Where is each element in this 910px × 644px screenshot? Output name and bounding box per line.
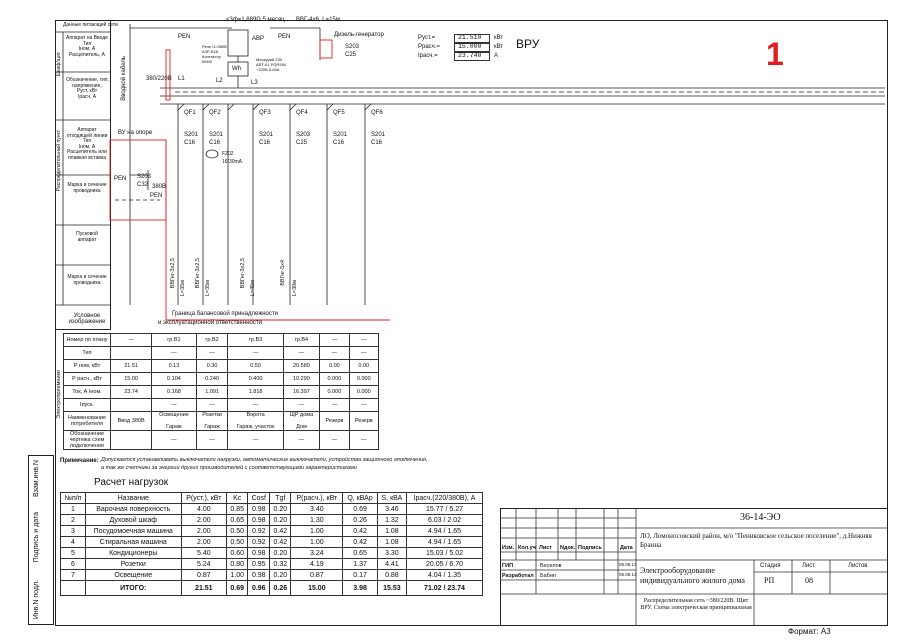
voltage-label: 380/220В — [146, 76, 172, 82]
stamp-col-koluch: Кол.уч — [518, 545, 536, 551]
table-row — [61, 559, 483, 570]
table-row — [61, 537, 483, 548]
feeder-qf4-length: L=30м — [292, 280, 298, 297]
feeder-qf1-id: QF1 — [184, 110, 196, 116]
calc-header: P(уст.), кВт — [181, 493, 227, 504]
left-label-5: Пусковой аппарат — [76, 231, 98, 243]
params-cell: 1.818 — [228, 386, 283, 399]
feeder-qf3-type: S201 — [259, 132, 274, 138]
gen-breaker-rating: C25 — [345, 52, 357, 58]
params-cell: — — [349, 334, 378, 347]
calc-cell: 5.40 — [181, 548, 227, 559]
params-cell: 0.000 — [320, 386, 349, 399]
stamp-name-1: Бабин — [540, 573, 556, 579]
calc-cell: 4.94 / 1.65 — [406, 537, 482, 548]
left-group-shkaf: Шкаф/щит — [56, 52, 62, 77]
feeder-qf1-cable: ВВГнг-3х2,5 — [170, 258, 176, 289]
calc-cell: 0.50 — [227, 526, 248, 537]
feeder-qf6-id: QF6 — [371, 110, 383, 116]
param-value-0: 21.510 — [454, 34, 490, 43]
table-row — [61, 526, 483, 537]
pole-breaker-rating: C32 — [137, 182, 149, 188]
calc-total-cell: 0.96 — [248, 581, 270, 596]
param-unit-2: А — [494, 53, 499, 59]
phase-l3: L3 — [251, 80, 258, 86]
params-cell: — — [283, 399, 320, 412]
note-prefix: Примечание: — [60, 458, 99, 464]
stamp-stage-label: Стадия — [760, 563, 781, 569]
params-cell: Резерв — [320, 412, 349, 431]
params-cell: 21.51 — [111, 360, 152, 373]
params-row-label: Тип — [64, 347, 111, 360]
note-line1: Допускается устанавливать выключатели нагрузки, автоматические выключатели, устройства защитного отключения, — [101, 457, 428, 463]
boundary-line2: и эксплуатационной ответственности — [158, 320, 262, 326]
params-cell: 0.30 — [196, 360, 228, 373]
side-stamp-1: Подпись и дата — [33, 512, 40, 563]
stamp-location: ЛО, Ломоносовский район, м/о "Пениковское сельское поселение", д.Нижняя Бранна — [640, 532, 872, 550]
feeder-qf3-length: L=45м — [250, 280, 256, 297]
calc-cell: 4.94 / 1.65 — [406, 526, 482, 537]
stamp-code: 36-14-ЭО — [740, 512, 781, 523]
params-cell — [111, 347, 152, 360]
gen-breaker-type: S203 — [345, 44, 360, 50]
meter-note-0: Меркурий 230 — [256, 57, 283, 62]
calc-cell: 0.42 — [270, 526, 291, 537]
params-cell: 15.00 — [111, 373, 152, 386]
boundary-line1: Граница балансовой принадлежности — [172, 311, 278, 317]
params-cell: 16.397 — [283, 386, 320, 399]
stamp-role-0: ГИП — [502, 563, 514, 569]
feeder-qf4-id: QF4 — [296, 110, 308, 116]
params-cell: — — [349, 399, 378, 412]
sheet-format: Формат: А3 — [788, 627, 831, 636]
params-cell: — — [111, 334, 152, 347]
calc-cell: Посудомоечная машина — [86, 526, 182, 537]
side-stamp-2: Инв.N подл. — [33, 580, 40, 620]
params-row — [64, 347, 379, 360]
feeder-qf4-cable: ВВГнг-5х4 — [280, 260, 286, 286]
params-row — [64, 373, 379, 386]
calc-total-cell: ИТОГО: — [86, 581, 182, 596]
feeder-qf1-rating: C16 — [184, 140, 196, 146]
feeder-qf4-type: S203 — [296, 132, 311, 138]
avr-label: АВР — [252, 36, 265, 42]
pen-label-2: PEN — [278, 34, 291, 40]
feeder-qf6-type: S201 — [371, 132, 386, 138]
feeder-qf2-id: QF2 — [209, 110, 221, 116]
load-calc-table — [60, 492, 483, 596]
feeder-qf2-rcd-rating: 16/30mA — [222, 159, 243, 165]
note-line2: а так же счетчики за энергии других производителей с соответствующими характеристиками — [101, 465, 357, 471]
calc-total-cell: 0.26 — [270, 581, 291, 596]
params-row-label: Iпуск. — [64, 399, 111, 412]
params-row — [64, 399, 379, 412]
calc-cell: 0.98 — [248, 548, 270, 559]
calc-cell: 1.32 — [377, 515, 406, 526]
stamp-col-izm: Изм. — [502, 545, 515, 551]
params-cell: — — [196, 399, 228, 412]
calc-total-cell: 0.69 — [227, 581, 248, 596]
table-row — [61, 504, 483, 515]
calc-cell: 15.03 / 5.02 — [406, 548, 482, 559]
calc-cell: 3 — [61, 526, 86, 537]
params-cell: — — [196, 347, 228, 360]
stamp-date-1: 05.08.14 — [619, 572, 637, 577]
table-row — [61, 515, 483, 526]
stamp-stage: РП — [764, 576, 775, 585]
calc-cell: 3.40 — [291, 504, 343, 515]
calc-cell: 0.17 — [343, 570, 378, 581]
relay-note-0: Реле U=380В — [202, 44, 227, 49]
stamp-col-podpis: Подпись — [578, 545, 602, 551]
params-cell: — — [152, 431, 196, 450]
params-cell: 0.104 — [152, 373, 196, 386]
stamp-date-0: 05.08.14 — [619, 562, 637, 567]
calc-cell: 0.80 — [227, 559, 248, 570]
params-row-label: P ном, кВт — [64, 360, 111, 373]
calc-cell: 1.00 — [227, 570, 248, 581]
calc-cell: 0.42 — [343, 537, 378, 548]
calc-cell: 1.08 — [377, 537, 406, 548]
calc-cell: 0.65 — [227, 515, 248, 526]
params-side-label: Электроприемники — [56, 370, 62, 419]
params-cell: 0.13 — [152, 360, 196, 373]
pole-label: ВУ на опоре — [118, 130, 153, 136]
params-cell: — — [283, 347, 320, 360]
params-cell: 0.00 — [349, 360, 378, 373]
calc-cell: 0.50 — [227, 537, 248, 548]
calc-total-cell: 3.98 — [343, 581, 378, 596]
params-cell: — — [283, 431, 320, 450]
params-cell: Освещение Гараж — [152, 412, 196, 431]
params-cell: — — [320, 399, 349, 412]
stamp-col-list: Лист — [539, 545, 552, 551]
calc-header: Cosf — [248, 493, 270, 504]
pole-breaker-type: S203 — [137, 174, 152, 180]
feeder-qf1-length: L=35м — [180, 280, 186, 297]
calc-cell: 7 — [61, 570, 86, 581]
calc-cell: 0.85 — [227, 504, 248, 515]
param-value-1: 15.000 — [454, 43, 490, 52]
generator-label: Дизель-генератор — [334, 32, 384, 38]
calc-cell: 0.42 — [343, 526, 378, 537]
calc-cell: 1.37 — [343, 559, 378, 570]
calc-header: Tgf — [270, 493, 291, 504]
calc-cell: 0.95 — [248, 559, 270, 570]
params-cell: 0.00 — [320, 360, 349, 373]
params-cell: — — [228, 431, 283, 450]
params-cell: ЩР дома Дом — [283, 412, 320, 431]
stamp-sheet-label: Лист — [802, 563, 816, 569]
calc-cell: 0.98 — [248, 504, 270, 515]
calc-total-cell — [61, 581, 86, 596]
calc-header: P(расч.), кВт — [291, 493, 343, 504]
params-cell: 0.000 — [349, 373, 378, 386]
calc-cell: 1.00 — [291, 526, 343, 537]
stamp-col-ndok: Nдок. — [560, 545, 576, 551]
stamp-sheet-title: Распределительная сеть ~380/220В. Щит ВРУ. Схема электрическая принципиальная — [640, 598, 752, 611]
stamp-sheet: 08 — [805, 576, 813, 585]
sheet-number-mark: 1 — [766, 36, 784, 72]
feeder-qf4-rating: C25 — [296, 140, 308, 146]
calc-cell: Кондиционеры — [86, 548, 182, 559]
params-row — [64, 360, 379, 373]
calc-cell: 4.41 — [377, 559, 406, 570]
phase-l1: L1 — [178, 76, 185, 82]
feeder-qf2-type: S201 — [209, 132, 224, 138]
vru-label: ВРУ — [516, 37, 540, 51]
calc-cell: 15.77 / 5.27 — [406, 504, 482, 515]
calc-cell: 0.92 — [248, 537, 270, 548]
params-cell: 0.168 — [152, 386, 196, 399]
params-cell: гр.В3 — [228, 334, 283, 347]
params-row-label: Наименование потребителя — [64, 412, 111, 431]
left-label-3: Аппарат отходящей линии Тип Iном, А Расцепитель или плавкая вставка — [66, 127, 108, 161]
calc-cell: 0.60 — [227, 548, 248, 559]
calc-cell: 0.65 — [343, 548, 378, 559]
calc-cell: 3.46 — [377, 504, 406, 515]
params-cell: гр.В1 — [152, 334, 196, 347]
params-cell: Розетки Гараж — [196, 412, 228, 431]
calc-cell: 2 — [61, 515, 86, 526]
feeder-qf1-type: S201 — [184, 132, 199, 138]
param-label-0: Pуст.= — [418, 35, 436, 41]
feeder-qf3-rating: C16 — [259, 140, 271, 146]
calc-cell: 0.20 — [270, 570, 291, 581]
relay-note-2: Контактор — [202, 54, 221, 59]
calc-cell: 5 — [61, 548, 86, 559]
params-cell: — — [196, 431, 228, 450]
calc-header: №п/п — [61, 493, 86, 504]
left-label-1: Аппарат на Вводе Тип Iном, А Расцепитель, А — [66, 35, 108, 58]
calc-cell: Духовой шкаф — [86, 515, 182, 526]
params-cell: 0.000 — [349, 386, 378, 399]
feeder-qf2-rating: C16 — [209, 140, 221, 146]
calc-header: Q, кВАр — [343, 493, 378, 504]
calc-cell: 0.42 — [270, 537, 291, 548]
meter-symbol: Wh — [232, 66, 241, 72]
feeder-qf2-cable: ВВГнг-3х2,5 — [195, 258, 201, 289]
params-cell: 20.580 — [283, 360, 320, 373]
calc-cell: 1.00 — [291, 537, 343, 548]
calc-total-cell: 15.00 — [291, 581, 343, 596]
params-row-label: Ток, А Iном. — [64, 386, 111, 399]
params-cell: — — [228, 347, 283, 360]
params-cell: — — [349, 431, 378, 450]
calc-cell: 1 — [61, 504, 86, 515]
table-row — [61, 570, 483, 581]
calc-cell: 0.32 — [270, 559, 291, 570]
feeder-qf5-rating: C16 — [333, 140, 345, 146]
feeder-qf6-rating: C16 — [371, 140, 383, 146]
calc-cell: 0.87 — [181, 570, 227, 581]
calc-cell: 0.20 — [270, 548, 291, 559]
calc-cell: 0.98 — [248, 515, 270, 526]
pole-pen2: PEN — [150, 193, 163, 199]
calc-cell: 0.87 — [291, 570, 343, 581]
calc-title: Расчет нагрузок — [94, 477, 169, 488]
calc-cell: 20.05 / 6.70 — [406, 559, 482, 570]
calc-cell: 1.08 — [377, 526, 406, 537]
calc-cell: 4.04 / 1.35 — [406, 570, 482, 581]
param-unit-1: кВт — [494, 44, 504, 50]
meter-note-2: ~220В 5-60А — [256, 67, 280, 72]
params-cell: — — [320, 431, 349, 450]
feeder-qf5-id: QF5 — [333, 110, 345, 116]
side-stamp — [28, 455, 54, 625]
param-label-2: Iрасч.= — [418, 53, 438, 59]
params-row-label: P расч., кВт — [64, 373, 111, 386]
left-label-6: Марка и сечение проводника — [67, 274, 107, 286]
params-cell — [111, 399, 152, 412]
calc-cell: Розетки — [86, 559, 182, 570]
params-table — [63, 333, 379, 450]
calc-cell: 3.24 — [291, 548, 343, 559]
params-row — [64, 334, 379, 347]
calc-cell: 0.20 — [270, 515, 291, 526]
params-cell — [111, 431, 152, 450]
params-cell: Ввод 380В — [111, 412, 152, 431]
supply-top-label: <3ф=1,889Ω 5 месяц — [226, 17, 285, 23]
calc-cell: 0.26 — [343, 515, 378, 526]
calc-header: Название — [86, 493, 182, 504]
params-row-label: Номер по плану — [64, 334, 111, 347]
feeder-qf2-length: L=35м — [205, 280, 211, 297]
calc-cell: 0.69 — [343, 504, 378, 515]
calc-cell: 0.20 — [270, 504, 291, 515]
params-row — [64, 386, 379, 399]
params-cell: 10.290 — [283, 373, 320, 386]
stamp-object: Электрооборудование индивидуального жилого дома — [640, 566, 745, 585]
calc-cell: 2.00 — [181, 537, 227, 548]
params-cell: 0.240 — [196, 373, 228, 386]
params-row — [64, 431, 379, 450]
calc-cell: 1.30 — [291, 515, 343, 526]
calc-cell: 2.00 — [181, 515, 227, 526]
params-cell: 23.74 — [111, 386, 152, 399]
calc-cell: Освещение — [86, 570, 182, 581]
relay-note-1: АЗР-В16 — [202, 49, 219, 54]
params-cell: 0.400 — [228, 373, 283, 386]
calc-cell: Варочная поверхность — [86, 504, 182, 515]
calc-header: Kc — [227, 493, 248, 504]
calc-cell: 6 — [61, 559, 86, 570]
calc-cell: 5.24 — [181, 559, 227, 570]
calc-cell: 4.19 — [291, 559, 343, 570]
params-cell: — — [349, 347, 378, 360]
params-cell: гр.В4 — [283, 334, 320, 347]
calc-cell: 3.30 — [377, 548, 406, 559]
stamp-col-data: Дата — [620, 545, 633, 551]
params-cell: — — [320, 334, 349, 347]
params-cell: 0.000 — [320, 373, 349, 386]
calc-header: Iрасч.(220/380В), А — [406, 493, 482, 504]
input-cable-label: Вводной кабель — [121, 56, 127, 101]
calc-cell: 2.00 — [181, 526, 227, 537]
params-cell: — — [228, 399, 283, 412]
calc-cell: Стиральная машина — [86, 537, 182, 548]
calc-total-cell: 15.53 — [377, 581, 406, 596]
left-label-7: Условное изображение — [68, 313, 106, 325]
side-stamp-0: Взам.инв.N — [33, 460, 40, 498]
param-value-2: 23.740 — [454, 52, 490, 61]
table-row — [61, 548, 483, 559]
calc-cell: 0.92 — [248, 526, 270, 537]
param-unit-0: кВт — [494, 35, 504, 41]
feeder-qf3-cable: ВВГнг-3х2,5 — [240, 258, 246, 289]
stamp-name-0: Веселов — [540, 563, 562, 569]
calc-header: S, кВА — [377, 493, 406, 504]
left-label-2: Обозначение, тип, напряжение, Pуст, кВт Iрасч, А — [66, 77, 109, 100]
left-label-4: Марка и сечение проводника — [67, 182, 107, 194]
meter-note-1: ART-01 PQRSIN — [256, 62, 286, 67]
feeder-qf2-rcd: F202 — [222, 151, 234, 157]
params-cell: — — [152, 347, 196, 360]
calc-cell: 0.98 — [248, 570, 270, 581]
stamp-sheets-label: Листов — [848, 563, 868, 569]
params-cell: — — [152, 399, 196, 412]
params-cell: Ворота Гараж, участок — [228, 412, 283, 431]
calc-cell: 6.03 / 2.02 — [406, 515, 482, 526]
pole-pen: PEN — [114, 176, 127, 182]
calc-cell: 0.88 — [377, 570, 406, 581]
param-label-1: Pрасч.= — [418, 44, 440, 50]
pen-label-1: PEN — [178, 34, 191, 40]
calc-cell: 4 — [61, 537, 86, 548]
params-cell: 1.091 — [196, 386, 228, 399]
phase-l2: L2 — [216, 78, 223, 84]
calc-total-row — [61, 581, 483, 596]
params-cell: — — [320, 347, 349, 360]
params-cell: Резерв — [349, 412, 378, 431]
feeder-qf5-type: S201 — [333, 132, 348, 138]
params-row-label: Обозначение чертежа схем подключения — [64, 431, 111, 450]
feeder-qf3-id: QF3 — [259, 110, 271, 116]
params-cell: гр.В2 — [196, 334, 228, 347]
params-cell: 0.50 — [228, 360, 283, 373]
stamp-role-1: Разработал — [502, 573, 534, 579]
relay-note-3: КМ40 — [202, 59, 213, 64]
calc-total-cell: 21.51 — [181, 581, 227, 596]
calc-total-cell: 71.02 / 23.74 — [406, 581, 482, 596]
left-group-rp: Распределительный пункт — [56, 130, 62, 192]
pole-voltage: 380В — [152, 184, 167, 190]
params-row — [64, 412, 379, 431]
calc-cell: 4.00 — [181, 504, 227, 515]
supply-cable-label: ВВГ-4х6, L=15м — [296, 17, 340, 23]
left-label-0: Данные питающей сети — [63, 22, 118, 28]
